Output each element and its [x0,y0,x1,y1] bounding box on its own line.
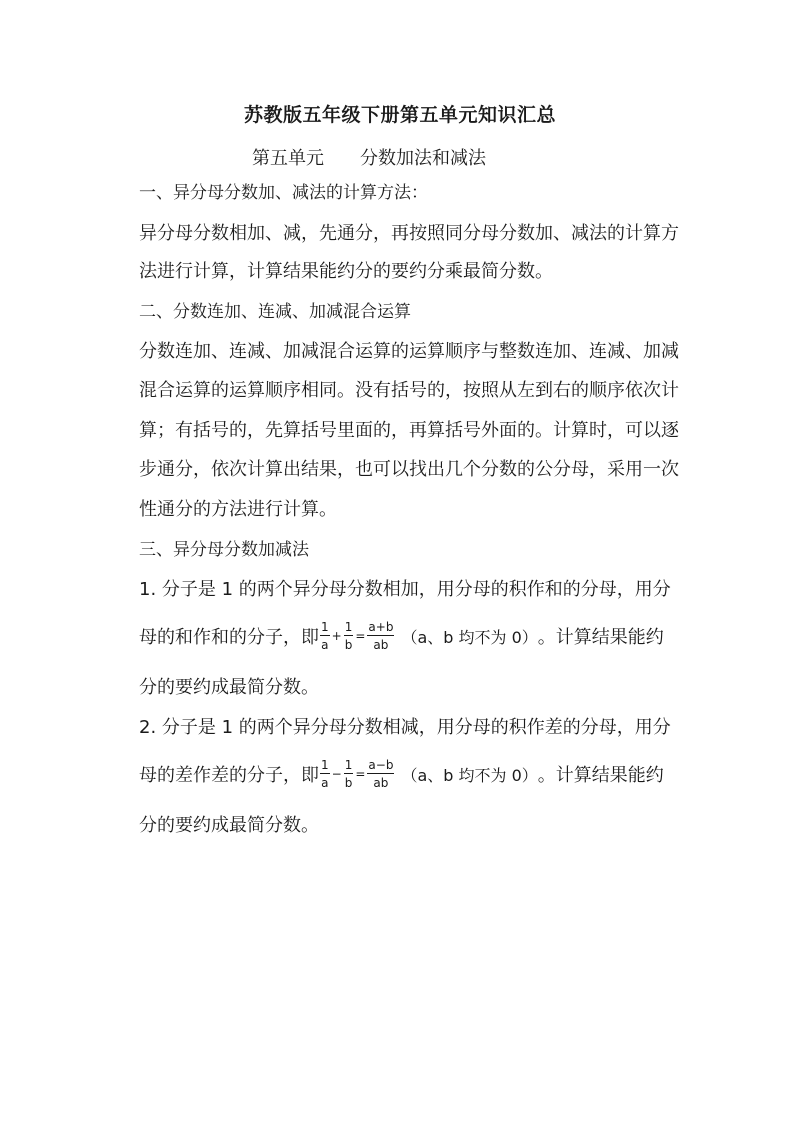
section1-line: 法进行计算，计算结果能约分的要约分乘最简分数。 [139,261,553,282]
fraction-difference-result [367,758,394,790]
fraction-denominator: b [344,638,353,652]
rule1-formula-line [139,614,664,658]
rule2-line: 2. 分子是 1 的两个异分母分数相减，用分母的积作差的分母，用分 [139,717,671,738]
section2-line: 性通分的方法进行计算。 [139,499,337,520]
fraction-1-over-a [320,620,330,652]
fraction-denominator: a [321,638,329,652]
fraction-denominator: a [321,776,329,790]
rule1-condition: （a、b 均不为 0） [401,627,538,647]
fraction-numerator: 1 [344,620,353,634]
section2-line: 算；有括号的，先算括号里面的，再算括号外面的。计算时，可以逐 [139,420,679,441]
fraction-numerator: a−b [368,758,394,772]
fraction-1-over-b [344,620,354,652]
fraction-denominator: ab [373,638,389,652]
equals-operator: = [355,767,366,781]
equals-operator: = [355,629,366,643]
section2-heading: 二、分数连加、连减、加减混合运算 [139,302,411,322]
fraction-numerator: 1 [321,620,329,634]
fraction-1-over-b [344,758,354,790]
rule2-prefix: 母的差作差的分子，即 [139,765,319,786]
section2-line: 混合运算的运算顺序相同。没有括号的，按照从左到右的顺序依次计 [139,380,679,401]
fraction-denominator: ab [373,776,389,790]
minus-operator: − [331,767,342,781]
fraction-numerator: a+b [368,620,394,634]
fraction-1-over-a [320,758,330,790]
rule1-prefix: 母的和作和的分子，即 [139,627,319,648]
rule2-line: 分的要约成最简分数。 [139,815,319,836]
fraction-numerator: 1 [321,758,329,772]
fraction-denominator: b [344,776,353,790]
rule1-line: 1. 分子是 1 的两个异分母分数相加，用分母的积作和的分母，用分 [139,579,671,600]
fraction-sum-result [367,620,394,652]
rule2-condition: （a、b 均不为 0） [401,765,538,785]
plus-operator: + [331,629,342,643]
rule1-suffix: 。计算结果能约 [537,627,664,648]
rule2-formula-line [139,752,664,796]
section1-heading: 一、异分母分数加、减法的计算方法： [139,183,428,203]
rule2-suffix: 。计算结果能约 [537,765,664,786]
section1-line: 异分母分数相加、减，先通分，再按照同分母分数加、减法的计算方 [139,223,679,244]
unit-subtitle: 第五单元 分数加法和减法 [252,148,486,169]
section2-line: 步通分，依次计算出结果，也可以找出几个分数的公分母，采用一次 [139,459,679,480]
section3-heading: 三、异分母分数加减法 [139,540,309,560]
rule1-line: 分的要约成最简分数。 [139,677,319,698]
section2-line: 分数连加、连减、加减混合运算的运算顺序与整数连加、连减、加减 [139,341,679,362]
document-title: 苏教版五年级下册第五单元知识汇总 [243,104,556,126]
fraction-numerator: 1 [344,758,353,772]
